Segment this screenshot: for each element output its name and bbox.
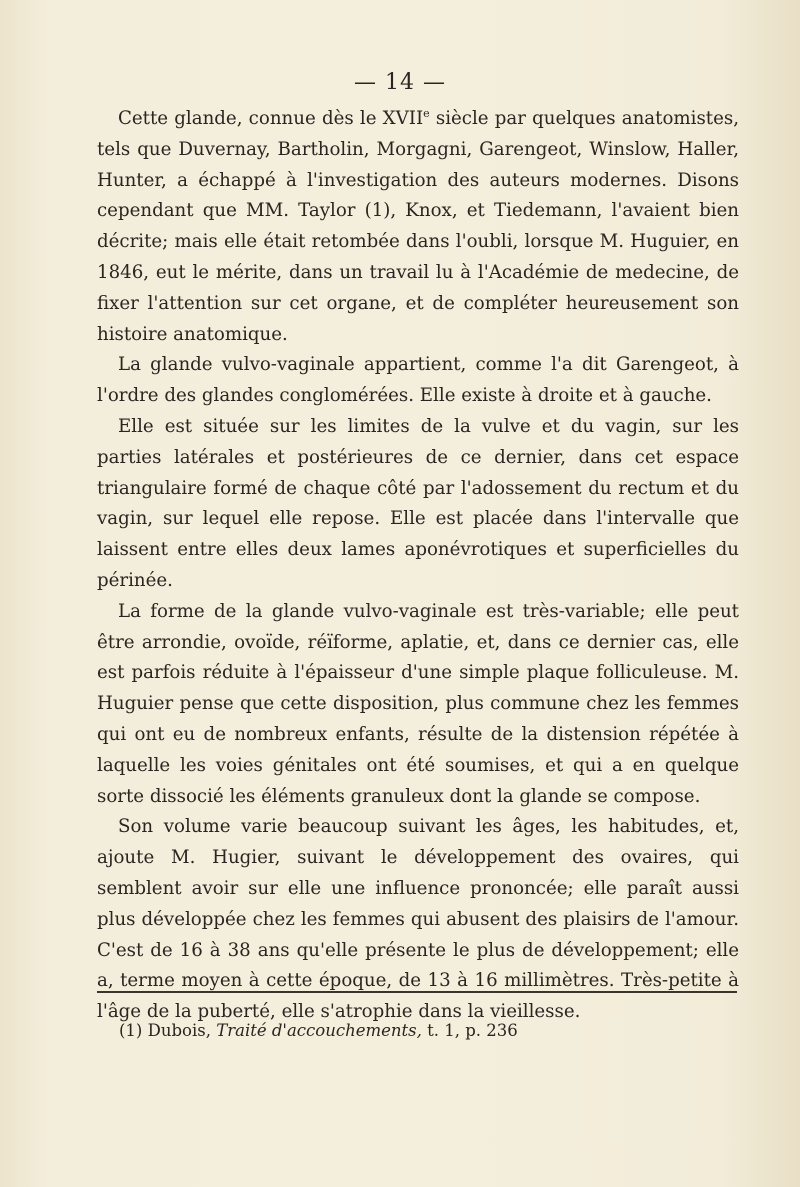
footnote-reference: t. 1, p. 236 bbox=[427, 1021, 518, 1040]
paragraph-5: Son volume varie beaucoup suivant les âges, les habitudes, et, ajoute M. Hugier, suivant le développement des ovaires, qui semblent avoir sur elle une influence prononcée; elle paraît aussi plus développée chez les femmes qui abusent des plaisirs de l'amour. C'est de 16 à 38 ans qu'elle présente le plus de développement; elle a, terme moyen à cette époque, de 13 à 16 millimètres. Très-petite à l'âge de la puberté, elle s'atrophie dans la vieillesse. bbox=[97, 816, 739, 1023]
body-text bbox=[97, 104, 739, 1028]
page-number: — 14 — bbox=[354, 70, 446, 95]
footnote-title: Traité d'accouchements, bbox=[216, 1021, 422, 1040]
footnote-divider bbox=[97, 991, 737, 993]
superscript: e bbox=[423, 107, 430, 120]
paragraph-4: La forme de la glande vulvo-vaginale est très-variable; elle peut être arrondie, ovoïde, réïforme, aplatie, et, dans ce dernier cas, elle est parfois réduite à l'épaisseur d'une simple plaque folliculeuse. M. Huguier pense que cette disposition, plus commune chez les femmes qui ont eu de nombreux enfants, résulte de la distension répétée à laquelle les voies génitales ont été soumises, et qui a en quelque sorte dissocié les éléments granuleux dont la glande se compose. bbox=[97, 600, 739, 807]
paragraph-3: Elle est située sur les limites de la vulve et du vagin, sur les parties latérales et postérieures de ce dernier, dans cet espace triangulaire formé de chaque côté par l'adossement du rectum et du vagin, sur lequel elle repose. Elle est placée dans l'intervalle que laissent entre elles deux lames aponévrotiques et superficielles du périnée. bbox=[97, 415, 739, 591]
paragraph-1-text-end: siècle par quelques anatomistes, tels que Duvernay, Bartholin, Morgagni, Garengeot, Winslow, Haller, Hunter, a échappé à l'investigation des auteurs modernes. Disons cependant que MM. Taylor (1), Knox, et Tiedemann, l'avaient bien décrite; mais elle était retombée dans l'oubli, lorsque M. Huguier, en 1846, eut le mérite, dans un travail lu à l'Académie de medecine, de fixer l'attention sur cet organe, et de compléter heureusement son histoire anatomique. bbox=[97, 108, 739, 345]
footnote-author: Dubois, bbox=[147, 1021, 211, 1040]
footnote-marker: (1) bbox=[119, 1021, 143, 1040]
paragraph-1 bbox=[97, 104, 739, 350]
footnote bbox=[119, 1019, 719, 1043]
paragraph-1-text-start: Cette glande, connue dès le XVII bbox=[118, 108, 424, 129]
paragraph-2: La glande vulvo-vaginale appartient, comme l'a dit Garengeot, à l'ordre des glandes conglomérées. Elle existe à droite et à gauche. bbox=[97, 354, 739, 407]
